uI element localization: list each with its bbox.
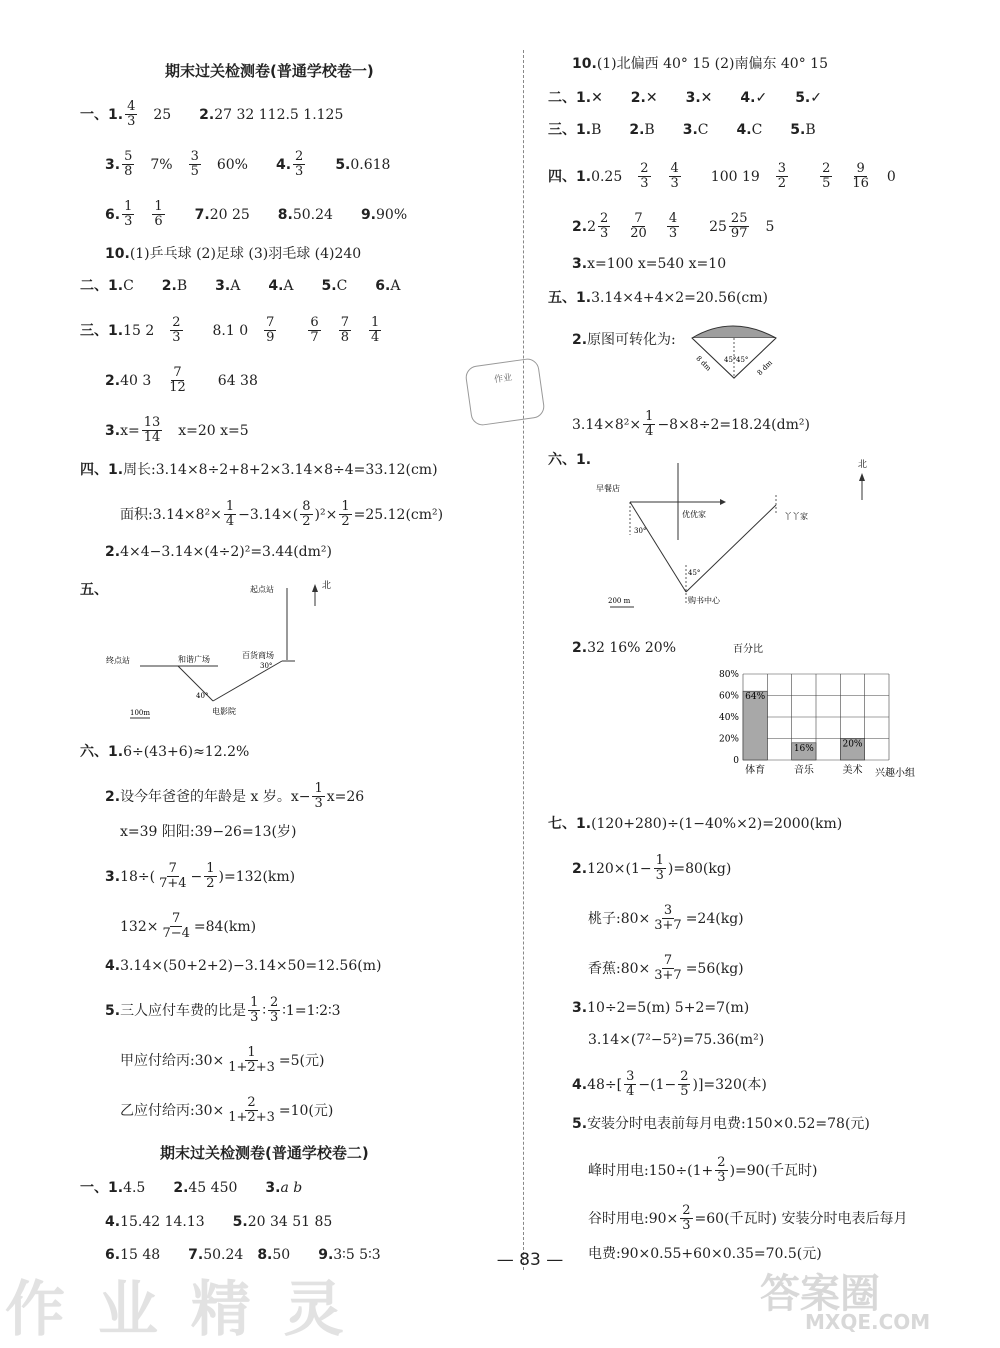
answer-line: 三、1. B 2. B 3. C 4. C 5. B — [548, 122, 816, 138]
chart-xlabel: 兴趣小组 — [875, 768, 915, 779]
fraction: $\frac{4}{3}$ — [127, 99, 136, 129]
north-arrow-head — [312, 584, 318, 592]
label-scale: 100m — [130, 709, 150, 717]
north-arrow-head — [859, 473, 865, 481]
answer-line: 甲应付给丙:30× $\frac{1}{1+2+3}$ =5(元) — [120, 1045, 325, 1075]
answer-line: 6. $\frac{1}{3}$ $\frac{1}{6}$ 7. 20 25 8. 50.24 9. 90% — [105, 199, 408, 229]
map-figure-1 — [100, 578, 340, 728]
answer-line: 乙应付给丙:30× $\frac{2}{1+2+3}$ =10(元) — [120, 1095, 334, 1125]
label-youyou: 优优家 — [682, 510, 706, 519]
section-title-1: 期末过关检测卷(普通学校卷一) — [165, 62, 374, 80]
y-tick-label: 60% — [718, 691, 739, 702]
label-angle: 30° — [260, 662, 273, 670]
answer-line: 5. 三人应付车费的比是 $\frac{1}{3}$ ∶ $\frac{2}{3}$ ∶1=1∶2∶3 — [105, 995, 341, 1025]
label-angle: 45° — [736, 356, 749, 364]
arrow-head — [720, 499, 726, 505]
label-library: 购书中心 — [688, 596, 720, 605]
answer-line: 2. 40 3 $\frac{7}{12}$ 64 38 — [105, 365, 258, 395]
answer-line: 4. 15.42 14.13 5. 20 34 51 85 — [105, 1214, 333, 1230]
answer-line: x=39 阳阳:39−26=13(岁) — [120, 824, 297, 840]
watermark-bottom-left: 作 业 精 灵 — [5, 1275, 350, 1345]
answer-line: 4. 3.14×(50+2+2)−3.14×50=12.56(m) — [105, 958, 382, 974]
answer-line: 132× $\frac{7}{7-4}$ =84(km) — [120, 911, 257, 941]
label-dingding: 丫丫家 — [784, 512, 808, 521]
watermark-bottom-right: 答案圈 — [760, 1271, 880, 1317]
answer-line: 3. 18÷( $\frac{7}{7+4}$ − $\frac{1}{2}$ )=132(km) — [105, 861, 296, 891]
x-category-label: 音乐 — [793, 765, 814, 776]
label-angle: 45° — [688, 569, 701, 577]
answer-line: 4. 48÷[ $\frac{3}{4}$ −(1− $\frac{2}{5}$ )]=320(本) — [572, 1069, 767, 1099]
answer-line: 3.14×(7²−5²)=75.36(m²) — [588, 1032, 765, 1048]
answer-line: 一、1. 4.5 2. 45 450 3. a b — [80, 1180, 303, 1196]
answer-line: 面积:3.14×8²× $\frac{1}{4}$ −3.14×( $\frac{8}{2}$ )²× $\frac{1}{2}$ =25.12(cm²) — [120, 499, 444, 529]
section-title-2: 期末过关检测卷(普通学校卷二) — [160, 1144, 369, 1162]
answer-line: 香蕉:80× $\frac{7}{3+7}$ =56(kg) — [588, 953, 744, 983]
y-tick-label: 0 — [733, 756, 739, 766]
chart-ylabel: 百分比 — [733, 644, 763, 655]
bar-value-label: 64% — [745, 692, 766, 703]
map-figure-2 — [590, 455, 880, 625]
answer-line: 五、 — [80, 582, 108, 598]
answer-line: 2. 设今年爸爸的年龄是 x 岁。x− $\frac{1}{3}$ x=26 — [105, 781, 365, 811]
label-scale: 200 m — [608, 597, 631, 605]
stamp-seal: 作业 — [464, 357, 546, 427]
answer-line: 一、1. $\frac{4}{3}$ 25 2. 27 32 112.5 1.125 — [80, 99, 344, 129]
answer-line: 二、1. ✕ 2. ✕ 3. ✕ 4. ✓ 5. ✓ — [548, 90, 822, 106]
answer-line: 2. 2 $\frac{2}{3}$ $\frac{7}{20}$ $\frac{4}{3}$ 25 $\frac{25}{97}$ 5 — [572, 211, 775, 241]
y-tick-label: 20% — [718, 734, 739, 745]
bar-chart — [705, 638, 915, 794]
answer-line: 2. 32 16% 20% — [572, 640, 677, 656]
answer-line: 桃子:80× $\frac{3}{3+7}$ =24(kg) — [588, 903, 744, 933]
label-breakfast: 早餐店 — [596, 484, 620, 493]
bar-value-label: 20% — [842, 739, 863, 750]
answer-line: 2. 原图可转化为: — [572, 332, 676, 348]
segment-figure — [686, 320, 786, 382]
answer-line: 2. 120×(1− $\frac{1}{3}$ )=80(kg) — [572, 853, 732, 883]
bar-value-label: 16% — [793, 743, 814, 754]
column-divider — [523, 50, 524, 1270]
label-end: 终点站 — [106, 656, 130, 665]
label-north: 北 — [322, 581, 332, 591]
answer-line: 二、1. C 2. B 3. A 4. A 5. C 6. A — [80, 278, 401, 294]
label-side: 8 dm — [755, 358, 775, 378]
answer-line: 10. (1)乒乓球 (2)足球 (3)羽毛球 (4)240 — [105, 246, 362, 262]
label-angle: 30° — [634, 527, 647, 535]
answer-line: 峰时用电:150÷(1+ $\frac{2}{3}$ )=90(千瓦时) — [588, 1155, 818, 1185]
answer-line: 3.14×8²× $\frac{1}{4}$ −8×8÷2=18.24(dm²) — [572, 409, 810, 439]
answer-line: 六、1. 6÷(43+6)≈12.2% — [80, 744, 250, 760]
answer-line: 3. $\frac{5}{8}$ 7% $\frac{3}{5}$ 60% 4. $\frac{2}{3}$ 5. 0.618 — [105, 149, 391, 179]
answer-line: 6. 15 48 7. 50.24 8. 50 9. 3∶5 5∶3 — [105, 1247, 381, 1263]
answer-line: 3. x=100 x=540 x=10 — [572, 256, 727, 272]
x-category-label: 美术 — [842, 765, 863, 776]
label-angle: 40° — [196, 692, 209, 700]
answer-line: 六、1. — [548, 452, 592, 468]
answer-line: 四、1. 0.25 $\frac{2}{3}$ $\frac{4}{3}$ 100 19 $\frac{3}{2}$ $\frac{2}{5}$ $\frac{9}{16}$ 0 — [548, 161, 896, 191]
page-number: — 83 — — [496, 1250, 564, 1270]
y-tick-label: 80% — [718, 670, 739, 680]
answer-line: 3. 10÷2=5(m) 5+2=7(m) — [572, 1000, 750, 1016]
x-category-label: 体育 — [745, 765, 766, 776]
answer-line: 10. (1)北偏西 40° 15 (2)南偏东 40° 15 — [572, 56, 828, 72]
label-cinema: 电影院 — [212, 707, 236, 716]
label-plaza: 和谐广场 — [178, 655, 210, 664]
answer-line: 四、1. 周长:3.14×8÷2+8+2×3.14×8÷4=33.12(cm) — [80, 462, 438, 478]
label-angle: 45° — [724, 356, 737, 364]
answer-line: 5. 安装分时电表前每月电费:150×0.52=78(元) — [572, 1116, 870, 1132]
answer-line: 谷时用电:90× $\frac{2}{3}$ =60(千瓦时) 安装分时电表后每月 — [588, 1203, 908, 1233]
answer-line: 3. x= $\frac{13}{14}$ x=20 x=5 — [105, 415, 249, 445]
answer-line: 电费:90×0.55+60×0.35=70.5(元) — [588, 1246, 822, 1262]
answer-line: 2. 4×4−3.14×(4÷2)²=3.44(dm²) — [105, 544, 332, 560]
answer-line: 五、1. 3.14×4+4×2=20.56(cm) — [548, 290, 768, 306]
label-start: 起点站 — [250, 585, 274, 594]
label-store: 百货商场 — [242, 651, 274, 660]
watermark-url: MXQE.COM — [805, 1310, 931, 1334]
y-tick-label: 40% — [718, 713, 739, 723]
label-north: 北 — [858, 460, 868, 470]
answer-line: 七、1. (120+280)÷(1−40%×2)=2000(km) — [548, 816, 843, 832]
answer-line: 三、1. 15 2 $\frac{2}{3}$ 8.1 0 $\frac{7}{9}$ $\frac{6}{7}$ $\frac{7}{8}$ $\frac{1}{4}$ — [80, 315, 380, 345]
label-side: 8 dm — [694, 354, 713, 373]
